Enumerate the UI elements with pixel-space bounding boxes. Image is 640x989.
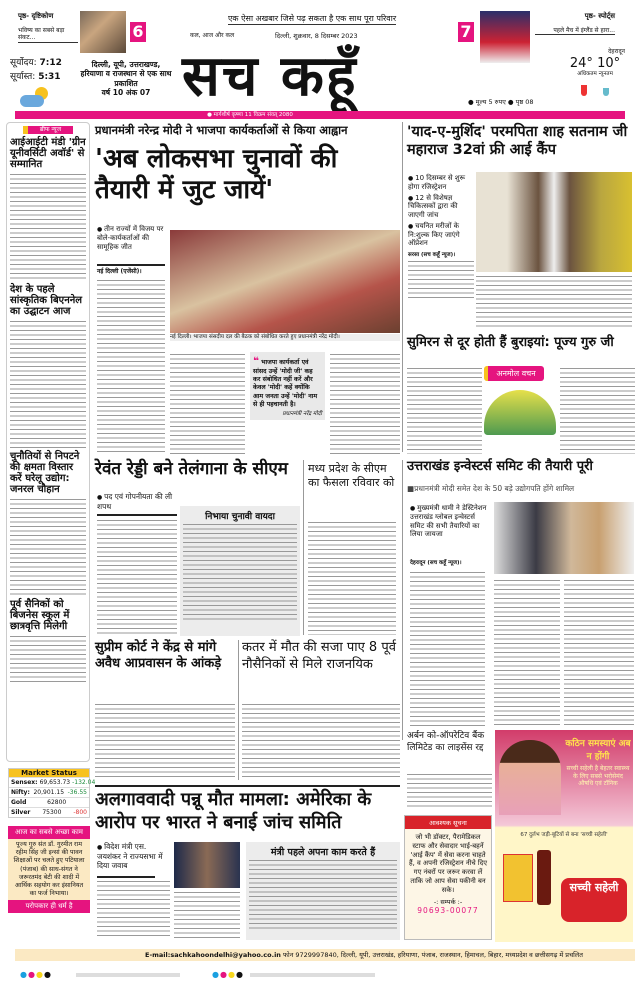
body-text — [407, 366, 482, 454]
temp-min-label: न्यूनतम — [598, 70, 613, 77]
good-deed-title: आज का सबसे अच्छा काम — [8, 826, 90, 839]
sunrise-time: 7:12 — [39, 58, 62, 68]
body-text — [10, 319, 86, 449]
partly-cloudy-icon — [20, 87, 48, 107]
price: मूल्य 5 रुपए — [475, 98, 506, 106]
body-text — [183, 522, 297, 622]
editions: दिल्ली, यूपी, उत्तराखण्ड, हरियाणा व राजस्थान से एक साथ प्रकाशित — [80, 60, 172, 88]
weather-widget — [565, 48, 625, 100]
notice-title: आवश्यक सूचना — [405, 816, 491, 829]
market-row — [9, 787, 89, 797]
ad-brand-logo: सच्ची सहेली — [561, 878, 627, 922]
volume: वर्ष 10 अंक 07 — [101, 88, 151, 98]
tagline: कल, आज और कल — [190, 32, 235, 39]
body-text — [249, 858, 397, 932]
guru-photo — [476, 172, 632, 272]
revanth-headline[interactable]: रेवंत रेड्डी बने तेलंगाना के सीएम — [95, 459, 288, 479]
market-change: -800 — [73, 809, 87, 816]
ad-product-box — [503, 854, 533, 902]
color-registration-marks: ●●●● — [20, 970, 52, 979]
body-text — [10, 172, 86, 282]
body-text — [330, 352, 400, 454]
bullet: ● चयनित मरीजों के नि:शुल्क किए जाएंगे ऑप्रेशन — [408, 222, 474, 248]
pull-quote — [250, 352, 325, 420]
market-name: Silver — [11, 809, 31, 816]
pannu-bullet: ● विदेश मंत्री एस. जयशंकर ने राज्यसभा में दिया जवाब — [97, 842, 170, 870]
brief-news-column — [6, 122, 90, 762]
temp-max-label: अधिकतम — [577, 70, 597, 77]
uk-dateline: देहरादून (सच कहूँ न्यूज)। — [410, 560, 462, 566]
lead-bullet: ● तीन राज्यों में विजय पर बोले-कार्यकर्ताओं की सामूहिक जीत — [97, 225, 167, 251]
body-text — [10, 634, 86, 684]
brief-news-badge: ब्रीफ न्यूज — [23, 126, 73, 134]
good-deed-text: पूज्य गुरु संत डॉ. गुरमीत राम रहीम सिंह जी इन्सां की पावन शिक्षाओं पर चलते हुए पटियाला (पंजाब) की साध-संगत ने जरूरतमंद बेटी की शादी में आर्थिक सहयोग कर इंसानियत का फर्ज निभाया। — [13, 841, 85, 898]
market-status — [8, 768, 96, 818]
footer-info: फोन 9729997840, दिल्ली, यूपी, उत्तराखंड, हरियाणा, पंजाब, राजस्थान, हिमाचल, बिहार, मध्यप्रदेश व छत्तीसगढ़ में प्रचलित — [283, 951, 583, 959]
body-text — [494, 578, 560, 728]
teaser-left[interactable] — [18, 12, 78, 43]
market-value: 75300 — [42, 809, 62, 816]
uk-bullet: ● मुख्यमंत्री धामी ने डेस्टिनेशन उत्तराखंड ग्लोबल इन्वेस्टर्स समिट की सभी तैयारियों का लिया जायजा — [410, 504, 490, 539]
quote-icon: ❝ — [253, 356, 259, 367]
market-row — [9, 777, 96, 787]
body-text — [95, 702, 235, 780]
ad-tagline: 67 दुर्लभ जड़ी-बूटियों से बना 'सच्ची सहेली' — [520, 832, 608, 838]
thermometer-hot-icon — [581, 80, 587, 96]
body-text — [308, 520, 396, 635]
color-registration-marks: ●●●● — [212, 970, 244, 979]
ad-headline: कठिन समस्याएं अब न होंगी — [565, 739, 631, 762]
body-text — [97, 879, 170, 939]
sunset — [10, 72, 61, 83]
body-text — [97, 278, 165, 454]
mp-headline[interactable]: मध्य प्रदेश के सीएम का फैसला रविवार को — [308, 462, 395, 490]
body-text — [97, 518, 177, 636]
brief-headline[interactable]: चुनौतियों से निपटने की क्षमता विस्तार करें घरेलू उद्योग: जनरल चौहान — [10, 450, 80, 495]
contact-phone[interactable]: 90693-00077 — [417, 905, 479, 915]
jaishankar-photo — [174, 842, 240, 888]
page-number-badge: 7 — [458, 22, 474, 42]
eye-camp-headline[interactable]: 'याद-ए-मुर्शिद' परमपिता शाह सतनाम जी महाराज 32वां फ्री आई कैंप — [407, 124, 628, 158]
pannu-headline[interactable]: अलगाववादी पन्नू मौत मामला: अमेरिका के आरोप पर भारत ने बनाई जांच समिति — [95, 789, 372, 833]
newspaper-logo: सच कहूँ — [182, 44, 358, 109]
brief-headline[interactable]: देश के पहले सांस्कृतिक बिएननेल का उद्घाटन आज — [10, 283, 83, 317]
brief-headline[interactable]: पूर्व सैनिकों को बिजनेस स्कूल में छात्रवृत्ति मिलेगी — [10, 598, 70, 632]
uk-photo — [494, 502, 634, 574]
dateline: सरसा (सच कहूँ न्यूज)। — [408, 252, 456, 258]
sunset-time: 5:31 — [38, 72, 61, 82]
page-count: पृष्ठ 08 — [515, 98, 534, 106]
footer-bar — [15, 949, 635, 961]
lead-kicker: प्रधानमंत्री नरेन्द्र मोदी ने भाजपा कार्यकर्ताओं से किया आह्वान — [95, 123, 348, 137]
body-text — [408, 259, 474, 299]
sumiran-headline[interactable]: सुमिरन से दूर होती हैं बुराइयां: पूज्य गुरु जी — [407, 335, 614, 350]
notice-text: जो भी डॉक्टर, पैरामेडिकल स्टाफ और सेवादार भाई-बहनें 'आई कैंप' में सेवा करना चाहते हैं, व अपनी रजिस्ट्रेशन नीचे दिए गए नंबरों पर जरूर करवा लें ताकि जो आप सेवा यकीनी बन सके। — [409, 833, 487, 894]
promise-box — [180, 506, 300, 636]
body-text — [170, 352, 245, 454]
quote-attribution: प्रधानमंत्री नरेंद्र मोदी — [282, 410, 322, 417]
market-name: Gold — [11, 799, 27, 806]
weather-city: देहरादून — [608, 48, 625, 55]
qatar-headline[interactable]: कतर में मौत की सजा पाए 8 पूर्व नौसैनिकों से मिले राजनयिक — [242, 640, 396, 672]
sunset-label: सूर्यास्त: — [10, 72, 36, 82]
ad-product-bottle — [537, 850, 551, 905]
market-value: 62800 — [47, 799, 67, 806]
bullet: ● 12 से विशेषज्ञ चिकित्सकों द्वारा की जाएगी जांच — [408, 194, 474, 220]
panchang-bar: ● मार्गशीर्ष कृष्णा 11 विक्रम संवत् 2080 — [15, 111, 625, 119]
temp-max: 24° — [569, 55, 593, 71]
uk-headline[interactable]: उत्तराखंड इन्वेस्टर्स समिट की तैयारी पूरी — [407, 459, 593, 474]
body-text — [560, 366, 635, 454]
quote-text: भाजपा कार्यकर्ता एवं सांसद उन्हें 'मोदी जी' कह कर संबोधित नहीं करें और केवल 'मोदी' कहें क्योंकि आम जनता उन्हें 'मोदी' नाम से ही पहचानती है। — [253, 359, 318, 408]
sachi-saheli-ad[interactable] — [495, 730, 633, 942]
temp-min: 10° — [597, 55, 621, 71]
ad-models-image — [499, 740, 561, 815]
market-value: 20,901.15 — [33, 789, 65, 796]
uk-sub: प्रधानमंत्री मोदी समेत देश के 50 बड़े उद्योगपति होंगे शामिल — [414, 484, 575, 493]
ad-subtext: सच्ची सहेली है बेहतर स्वास्थ्य के लिए सबसे भरोसेमंद औषधि एवं टॉनिक — [566, 765, 630, 787]
lead-photo — [170, 230, 400, 333]
teaser-label: पृष्ठ- दृष्टिकोण — [18, 12, 54, 20]
bank-headline[interactable]: अर्बन को-ऑपरेटिव बैंक लिमिटेड का लाइसेंस रद्द — [407, 731, 485, 753]
contact-label: -: सम्पर्क :- — [433, 897, 463, 906]
teaser-right[interactable] — [535, 12, 615, 35]
minister-box-title: मंत्री पहले अपना काम करते हैं — [270, 847, 376, 858]
market-row — [9, 797, 89, 807]
market-title: Market Status — [9, 769, 89, 777]
anmol-vachan-badge: अनमोल वचन — [484, 366, 544, 381]
dateline: दिल्ली, शुक्रवार, 8 दिसम्बर 2023 — [275, 32, 358, 40]
price-pages: ● मूल्य 5 रुपए ● पृष्ठ 08 — [468, 98, 534, 106]
uk-subheadline: ■प्रधानमंत्री मोदी समेत देश के 50 बड़े उद्योगपति होंगे शामिल — [407, 484, 575, 493]
sumiran-photo — [484, 390, 556, 435]
body-text — [407, 772, 492, 810]
bullet: ● 10 दिसम्बर से शुरू होगा रजिस्ट्रेशन — [408, 174, 474, 192]
thermometer-cold-icon — [603, 80, 609, 96]
panchang: मार्गशीर्ष कृष्णा 11 विक्रम संवत् 2080 — [213, 112, 293, 118]
page-number-badge: 6 — [130, 22, 146, 42]
market-change: -132.04 — [72, 779, 96, 786]
teaser-left-photo — [80, 11, 126, 53]
footer-email[interactable]: E-mail:sachkahoondelhi@yahoo.co.in — [145, 951, 281, 959]
sc-headline[interactable]: सुप्रीम कोर्ट ने केंद्र से मांगे अवैध आप्रवासन के आंकड़े — [95, 640, 222, 672]
body-text — [410, 570, 485, 726]
sunrise — [10, 58, 62, 69]
teaser-text: पहले मैच में इंग्लैंड से हारा... — [535, 27, 615, 36]
sunrise-label: सूर्योदय: — [10, 58, 37, 68]
teaser-label: पृष्ठ- स्पोर्ट्स — [584, 12, 615, 20]
revanth-bullet: ● पद एवं गोपनीयता की ली शपथ — [97, 492, 177, 511]
market-change: -36.55 — [67, 789, 87, 796]
good-deed-box — [8, 826, 90, 913]
body-text — [564, 578, 634, 728]
market-value: 69,653.73 — [39, 779, 71, 786]
slogan: एक ऐसा अखबार जिसे पढ़ सकता है एक साथ पूरा परिवार — [228, 14, 397, 23]
body-text — [242, 702, 400, 780]
lead-headline[interactable]: 'अब लोकसभा चुनावों की तैयारी में जुट जायें' — [95, 144, 338, 206]
brief-headline[interactable]: आईआईटी मंडी 'ग्रीन यूनीवर्सिटी अवॉर्ड' से सम्मानित — [10, 136, 86, 170]
market-row — [9, 807, 89, 817]
lead-dateline: नई दिल्ली (एजेंसी)। — [97, 268, 142, 275]
body-text — [10, 497, 86, 597]
body-text — [476, 274, 632, 330]
body-text — [174, 890, 240, 938]
teaser-right-photo — [480, 11, 530, 63]
minister-box — [246, 842, 400, 940]
notice-box — [404, 815, 492, 940]
lead-caption: नई दिल्ली। भाजपा संसदीय दल की बैठक को संबोधित करते हुए प्रधानमंत्री नरेंद्र मोदी। — [170, 334, 400, 341]
good-deed-footer: परोपकार ही धर्म है — [8, 900, 90, 913]
editions-info — [80, 60, 172, 98]
market-name: Nifty: — [11, 789, 30, 796]
eye-camp-bullets — [408, 174, 474, 299]
teaser-text: भविष्य का सबसे बड़ा संकट... — [18, 27, 78, 43]
market-name: Sensex: — [11, 779, 38, 786]
promise-box-title: निभाया चुनावी वायदा — [205, 512, 275, 522]
